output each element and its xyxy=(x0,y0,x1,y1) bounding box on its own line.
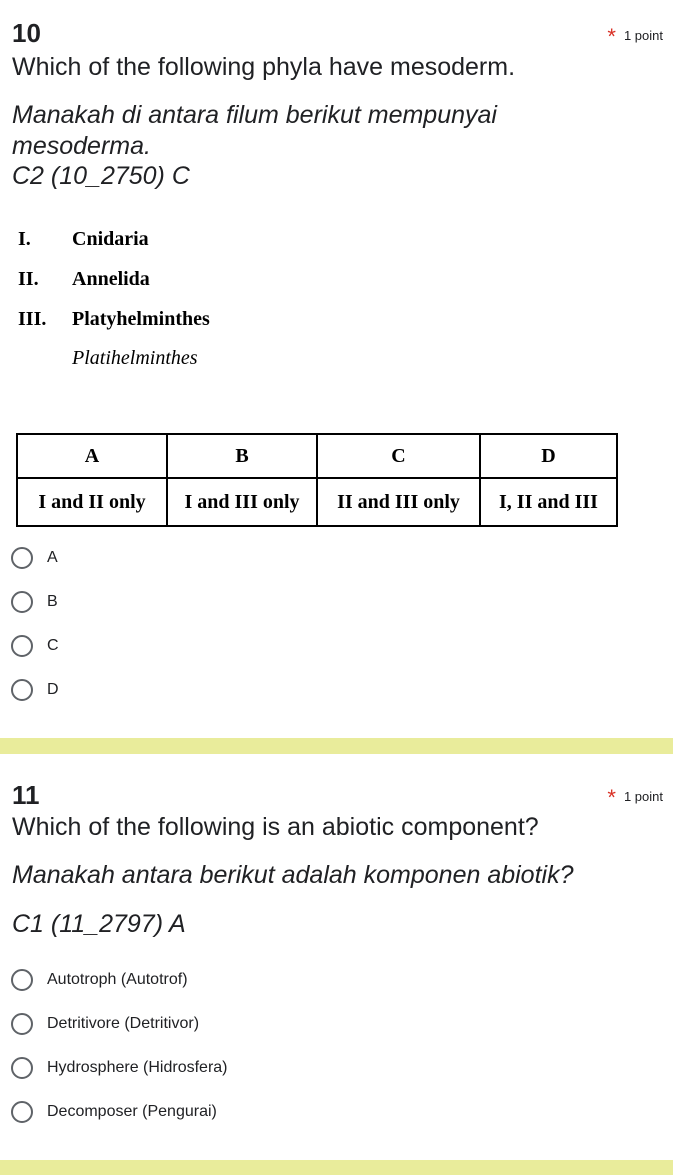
option-label: D xyxy=(47,681,59,698)
option-label: Autotroph (Autotrof) xyxy=(47,971,188,988)
answer-table-header: A xyxy=(17,434,167,478)
option-label: Detritivore (Detritivor) xyxy=(47,1015,200,1032)
question-card-11 xyxy=(0,754,673,1160)
option-label: Decomposer (Pengurai) xyxy=(47,1103,217,1120)
answer-table-cell: I and II only xyxy=(17,478,167,526)
option-label: A xyxy=(47,549,58,566)
radio-button[interactable] xyxy=(11,547,33,569)
question-code: C1 (11_2797) A xyxy=(12,910,186,938)
radio-button[interactable] xyxy=(11,635,33,657)
answer-table-cell: I and III only xyxy=(167,478,317,526)
points-text: 1 point xyxy=(623,27,663,43)
option-decomposer[interactable] xyxy=(11,1099,217,1125)
required-star-icon: * xyxy=(607,24,616,49)
radio-button[interactable] xyxy=(11,1013,33,1035)
radio-button[interactable] xyxy=(11,679,33,701)
points-text: 1 point xyxy=(623,788,663,804)
answer-table-header: D xyxy=(480,434,617,478)
answer-table-header: C xyxy=(317,434,480,478)
points-label xyxy=(607,783,663,809)
answer-table-cell: I, II and III xyxy=(480,478,617,526)
option-c[interactable] xyxy=(11,633,59,659)
statement-item-2 xyxy=(0,268,300,294)
question-text-ms: Manakah di antara filum berikut mempunyai mesoderma. xyxy=(12,101,497,160)
option-hydrosphere[interactable] xyxy=(11,1055,228,1081)
option-label: Hydrosphere (Hidrosfera) xyxy=(47,1059,228,1076)
statement-text: Cnidaria xyxy=(72,228,149,250)
option-a[interactable] xyxy=(11,545,58,571)
statement-item-1 xyxy=(0,228,300,254)
answer-table xyxy=(16,433,618,527)
question-number: 11 xyxy=(12,780,40,810)
answer-table-header-row xyxy=(17,434,617,478)
option-b[interactable] xyxy=(11,589,58,615)
alternate-name: Platihelminthes xyxy=(72,347,198,369)
statement-number: II. xyxy=(18,268,39,290)
option-label: C xyxy=(47,637,59,654)
radio-button[interactable] xyxy=(11,969,33,991)
option-detritivore[interactable] xyxy=(11,1011,199,1037)
statement-number: III. xyxy=(18,308,47,330)
option-d[interactable] xyxy=(11,677,59,703)
points-label xyxy=(607,22,663,48)
statement-item-3 xyxy=(0,308,300,334)
section-divider xyxy=(0,1160,673,1175)
statement-text: Platyhelminthes xyxy=(72,308,210,330)
question-text-en: Which of the following is an abiotic component? xyxy=(12,813,539,841)
question-code: C2 (10_2750) C xyxy=(12,162,190,190)
statement-text: Annelida xyxy=(72,268,150,290)
option-label: B xyxy=(47,593,58,610)
option-autotroph[interactable] xyxy=(11,967,188,993)
answer-table-value-row xyxy=(17,478,617,526)
radio-button[interactable] xyxy=(11,1101,33,1123)
radio-button[interactable] xyxy=(11,591,33,613)
question-text-ms: Manakah antara berikut adalah komponen abiotik? xyxy=(12,861,574,889)
section-divider xyxy=(0,738,673,754)
statement-number: I. xyxy=(18,228,31,250)
question-number: 10 xyxy=(12,18,41,48)
question-text-en: Which of the following phyla have mesoderm. xyxy=(12,53,516,81)
answer-table-header: B xyxy=(167,434,317,478)
radio-button[interactable] xyxy=(11,1057,33,1079)
required-star-icon: * xyxy=(607,785,616,810)
answer-table-cell: II and III only xyxy=(317,478,480,526)
